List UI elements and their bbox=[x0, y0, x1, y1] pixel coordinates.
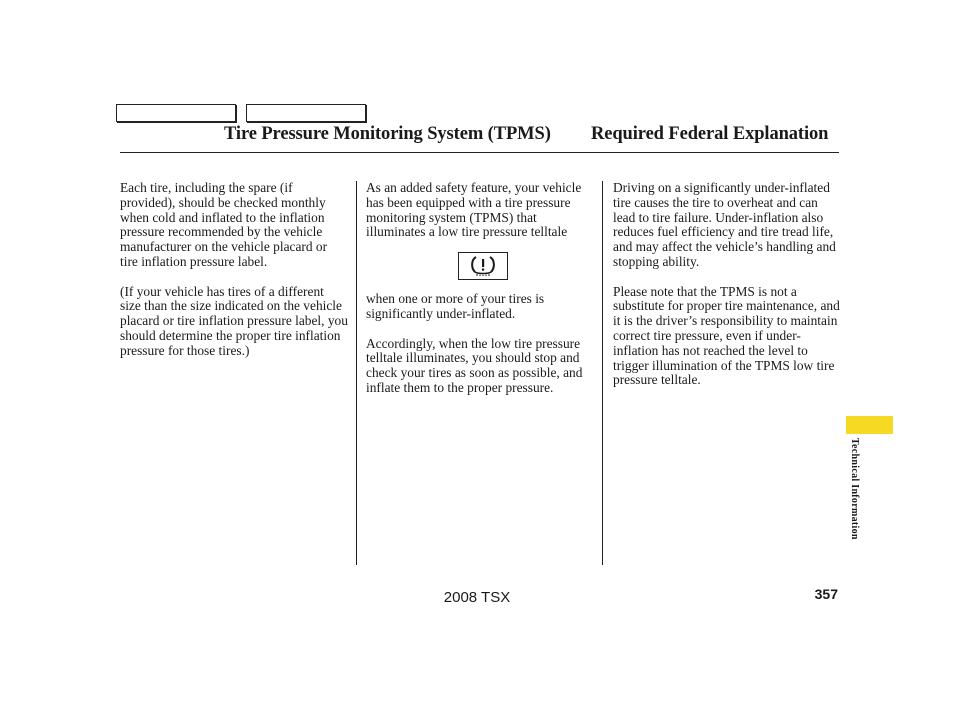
paragraph: Each tire, including the spare (if provided), should be checked monthly when cold and inflated to the inflation pressure recommended by the vehicle manufacturer on the vehicle placard or tire inflation pressure label. bbox=[120, 180, 328, 269]
title-divider bbox=[120, 152, 839, 153]
column-divider bbox=[602, 181, 603, 565]
paragraph: (If your vehicle has tires of a different size than the size indicated on the vehicle placard or tire inflation pressure label, you should determine the proper tire inflation pressure for those tires.) bbox=[120, 283, 348, 358]
paragraph: As an added safety feature, your vehicle has been equipped with a tire pressure monitoring system (TPMS) that illuminates a low tire pressure telltale bbox=[366, 180, 582, 240]
section-subtitle: Required Federal Explanation bbox=[591, 124, 829, 144]
nav-button-1[interactable] bbox=[116, 104, 236, 122]
paragraph: Driving on a significantly under-inflated tire causes the tire to overheat and can lead to tire failure. Under-inflation also reduces fuel efficiency and tire tread life, and may affect the vehicle’s handling and stopping ability. bbox=[613, 180, 836, 269]
paragraph: when one or more of your tires is significantly under-inflated. bbox=[366, 291, 545, 321]
text-column-3 bbox=[613, 181, 841, 388]
paragraph: Accordingly, when the low tire pressure telltale illuminates, you should stop and check your tires as soon as possible, and inflate them to the proper pressure. bbox=[366, 335, 583, 395]
footer-model: 2008 TSX bbox=[443, 589, 511, 606]
section-tab-label: Technical Information bbox=[849, 438, 860, 540]
section-tab[interactable] bbox=[846, 416, 893, 434]
text-column-1 bbox=[120, 181, 348, 359]
paragraph: Please note that the TPMS is not a substitute for proper tire maintenance, and it is the driver’s responsibility to maintain correct tire pressure, even if under-inflation has not reached the level to trigger illumination of the TPMS low tire pressure telltale. bbox=[613, 283, 840, 388]
page-number: 357 bbox=[814, 586, 838, 602]
section-title: Tire Pressure Monitoring System (TPMS) bbox=[224, 124, 551, 144]
nav-button-2[interactable] bbox=[246, 104, 366, 122]
text-column-2 bbox=[366, 181, 594, 396]
low-tire-pressure-icon bbox=[458, 252, 508, 280]
column-divider bbox=[356, 181, 357, 565]
